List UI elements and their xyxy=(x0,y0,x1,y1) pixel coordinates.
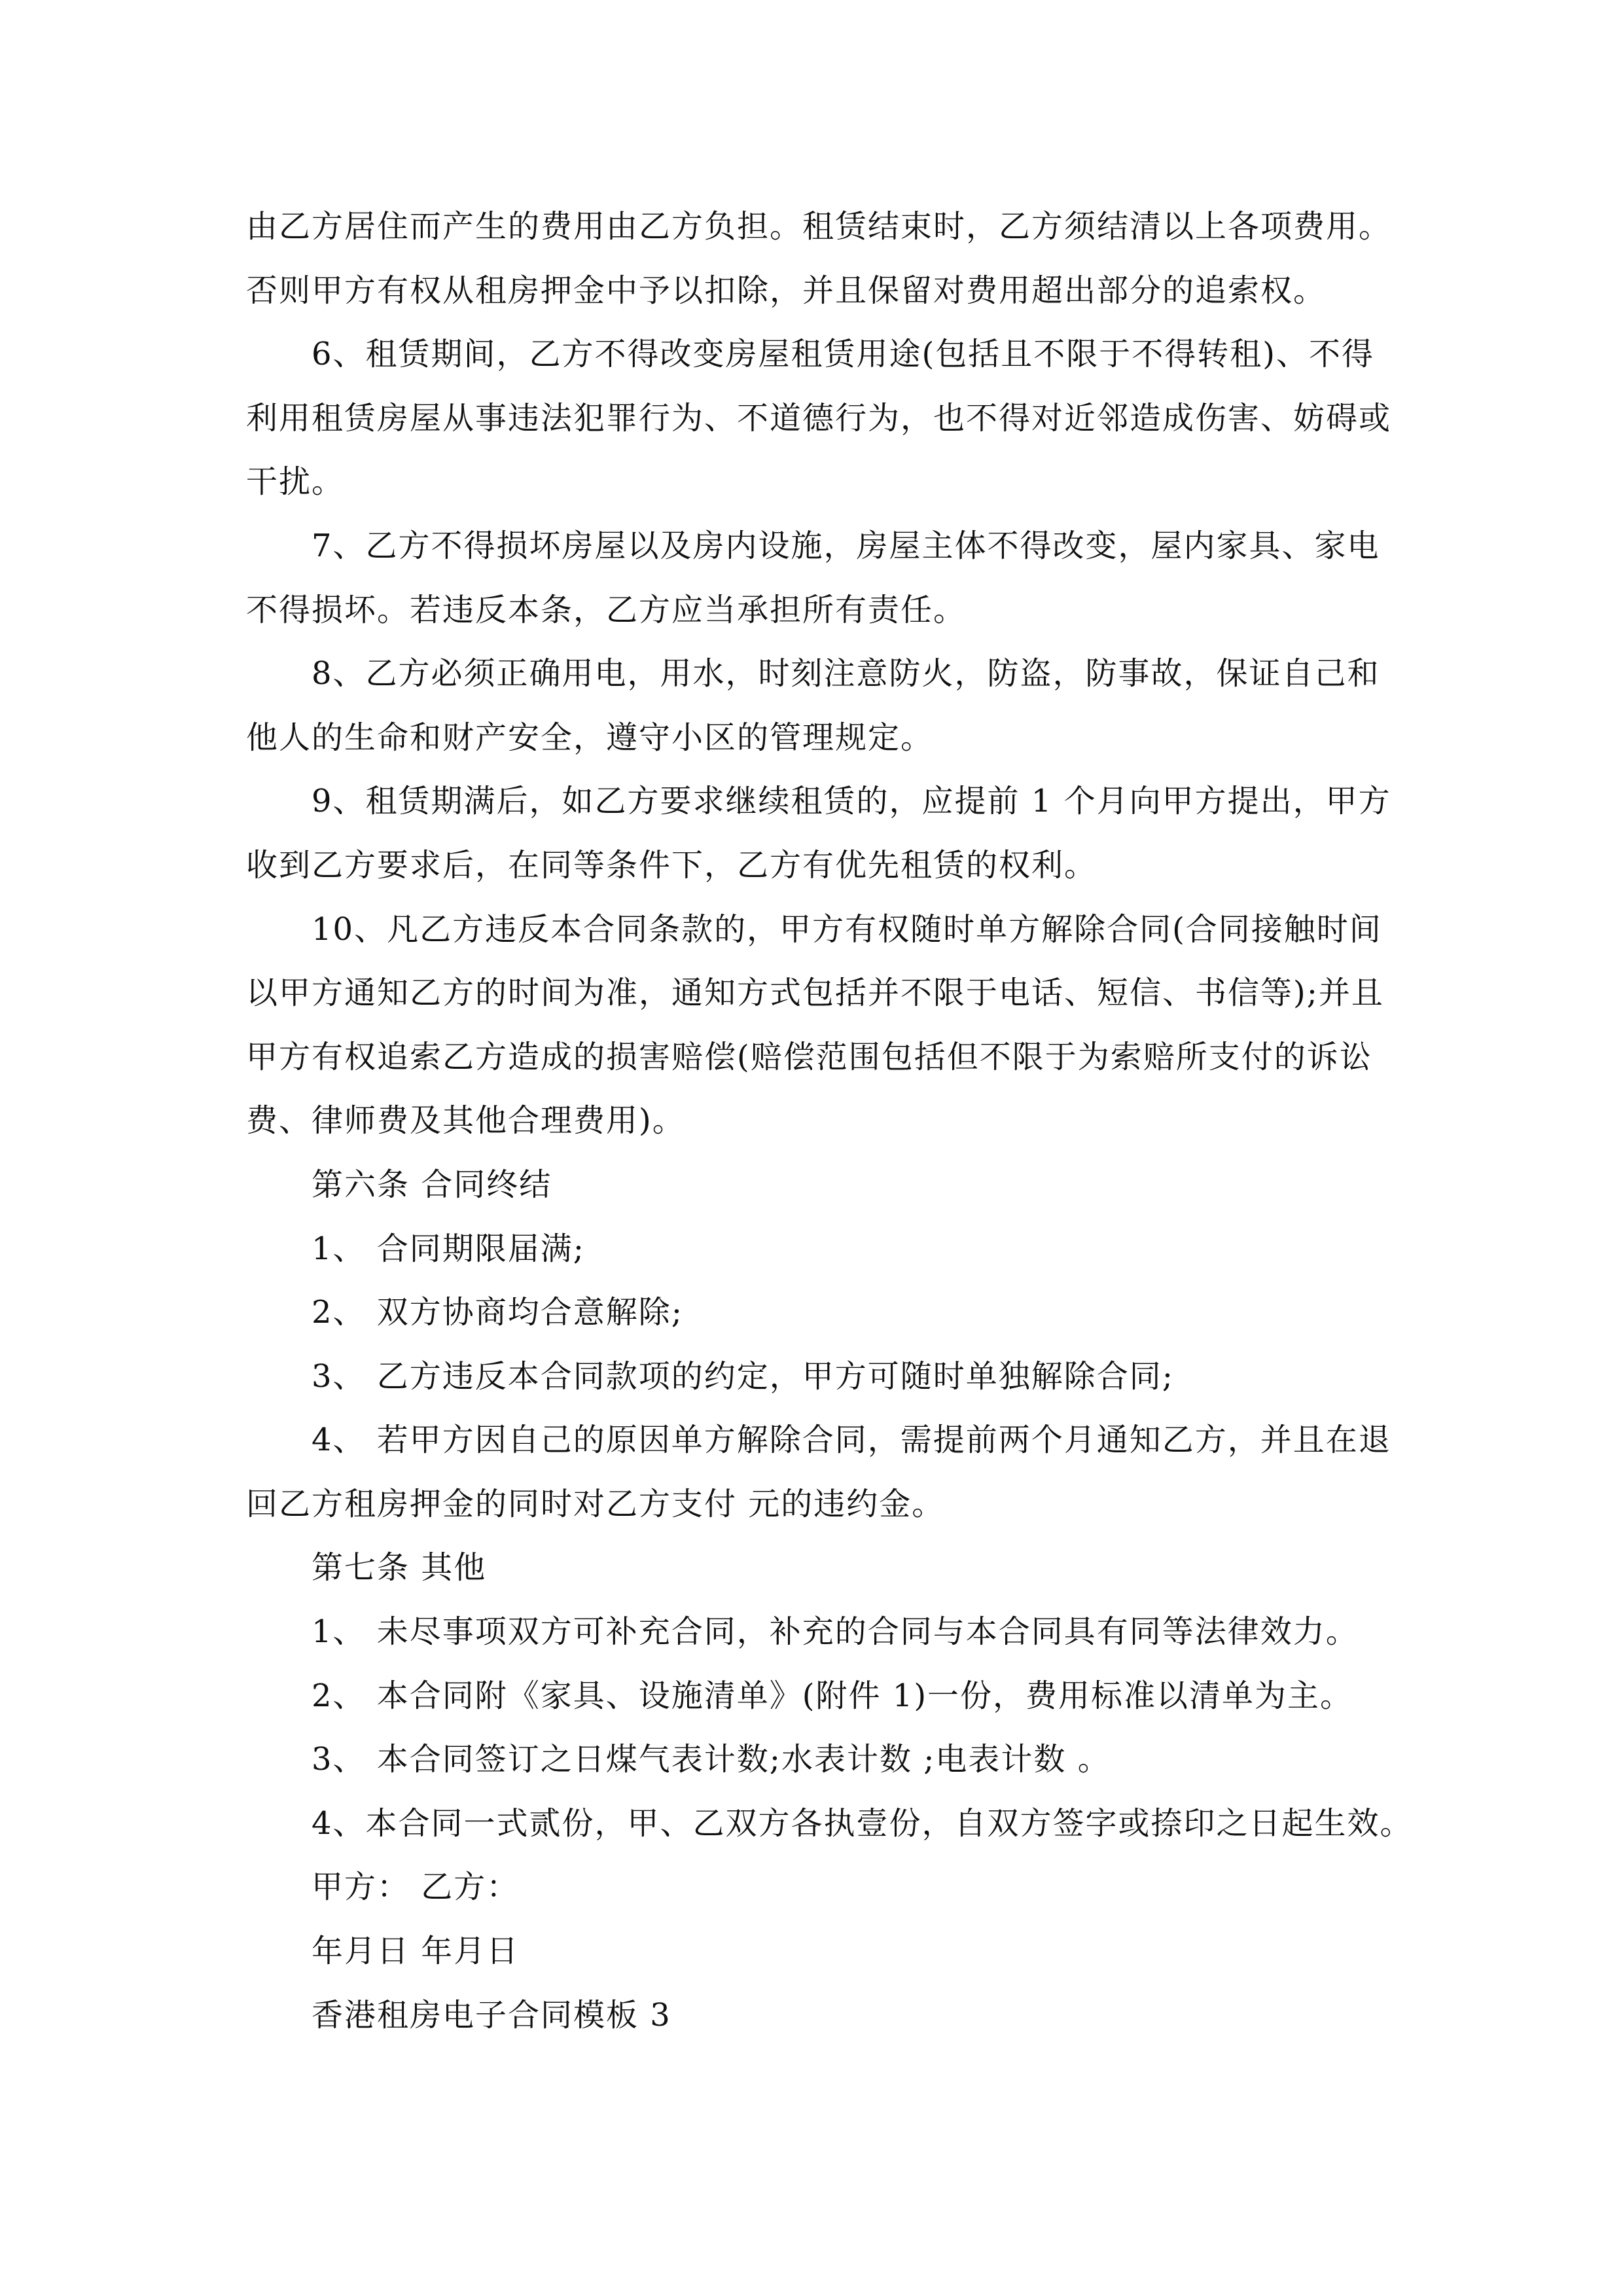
list-item: 2、 本合同附《家具、设施清单》(附件 1)一份，费用标准以清单为主。 xyxy=(312,1677,1353,1714)
paragraph-line: 费、律师费及其他合理费用)。 xyxy=(246,1102,685,1139)
clause-6: 6、租赁期间，乙方不得改变房屋租赁用途(包括且不限于不得转租)、不得 xyxy=(312,336,1374,373)
list-item: 4、本合同一式贰份，甲、乙双方各执壹份，自双方签字或捺印之日起生效。 xyxy=(312,1804,1413,1842)
clause-9: 9、租赁期满后，如乙方要求继续租赁的，应提前 1 个月向甲方提出，甲方 xyxy=(312,783,1391,820)
list-item: 3、 乙方违反本合同款项的约定，甲方可随时单独解除合同; xyxy=(312,1357,1174,1395)
paragraph-line: 干扰。 xyxy=(246,463,345,501)
signature-dates: 年月日 年月日 xyxy=(312,1933,520,1970)
article-6-heading: 第六条 合同终结 xyxy=(312,1166,552,1203)
paragraph-line: 否则甲方有权从租房押金中予以扣除，并且保留对费用超出部分的追索权。 xyxy=(246,272,1327,309)
list-item: 1、 未尽事项双方可补充合同，补充的合同与本合同具有同等法律效力。 xyxy=(312,1613,1359,1651)
clause-10: 10、凡乙方违反本合同条款的，甲方有权随时单方解除合同(合同接触时间 xyxy=(312,910,1382,948)
paragraph-line: 不得损坏。若违反本条，乙方应当承担所有责任。 xyxy=(246,591,967,628)
paragraph-line: 收到乙方要求后，在同等条件下，乙方有优先租赁的权利。 xyxy=(246,846,1097,884)
paragraph-line: 利用租赁房屋从事违法犯罪行为、不道德行为，也不得对近邻造成伤害、妨碍或 xyxy=(246,399,1392,437)
list-item: 3、 本合同签订之日煤气表计数;水表计数 ;电表计数 。 xyxy=(312,1741,1111,1778)
list-item: 4、 若甲方因自己的原因单方解除合同，需提前两个月通知乙方，并且在退 xyxy=(312,1422,1391,1459)
article-7-heading: 第七条 其他 xyxy=(312,1549,487,1587)
signature-parties: 甲方： 乙方： xyxy=(312,1869,520,1906)
next-template-title: 香港租房电子合同模板 3 xyxy=(312,1996,671,2034)
paragraph-line: 他人的生命和财产安全，遵守小区的管理规定。 xyxy=(246,719,934,756)
list-item: 2、 双方协商均合意解除; xyxy=(312,1294,683,1331)
paragraph-line: 以甲方通知乙方的时间为准，通知方式包括并不限于电话、短信、书信等);并且 xyxy=(246,975,1384,1012)
list-item: 1、 合同期限届满; xyxy=(312,1230,585,1267)
clause-7: 7、乙方不得损坏房屋以及房内设施，房屋主体不得改变，屋内家具、家电 xyxy=(312,527,1380,564)
paragraph-line: 由乙方居住而产生的费用由乙方负担。租赁结束时，乙方须结清以上各项费用。 xyxy=(246,208,1392,245)
paragraph-line: 回乙方租房押金的同时对乙方支付 元的违约金。 xyxy=(246,1485,945,1522)
paragraph-line: 甲方有权追索乙方造成的损害赔偿(赔偿范围包括但不限于为索赔所支付的诉讼 xyxy=(246,1038,1372,1075)
clause-8: 8、乙方必须正确用电，用水，时刻注意防火，防盗，防事故，保证自己和 xyxy=(312,655,1380,692)
